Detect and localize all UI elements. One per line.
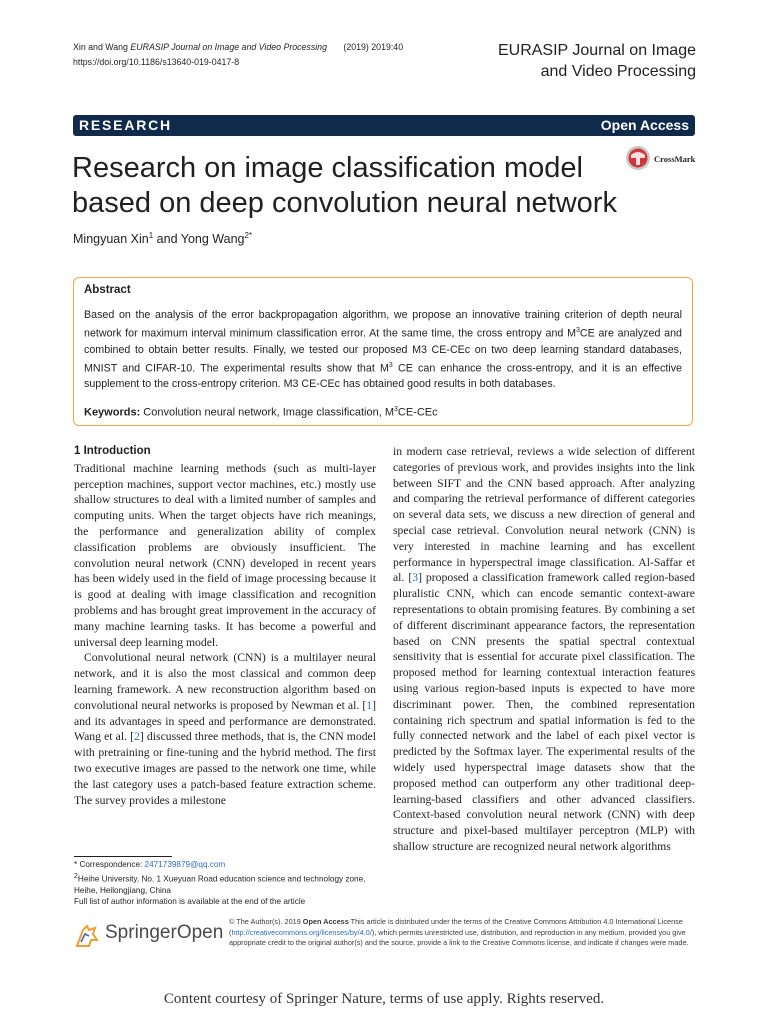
springer-open-logo — [73, 920, 223, 950]
title-line-2: based on deep convolution neural network — [72, 187, 617, 219]
abstract-heading: Abstract — [84, 284, 131, 296]
header-doi-link[interactable]: https://doi.org/10.1186/s13640-019-0417-8 — [73, 57, 240, 67]
footnotes — [74, 859, 376, 908]
author-1-affiliation: 1 — [148, 231, 154, 240]
journal-brand-line2: and Video Processing — [540, 63, 696, 80]
article-type-label: RESEARCH — [79, 117, 172, 133]
running-header — [73, 40, 403, 70]
author-conjunction: and — [153, 232, 181, 247]
author-info-note: Full list of author information is available at the end of the article — [74, 897, 306, 907]
title-line-1: Research on image classification model — [72, 152, 583, 184]
journal-brand — [476, 40, 696, 82]
license-link[interactable]: http://creativecommons.org/licenses/by/4.0/ — [231, 927, 372, 937]
author-2-affiliation: 2* — [244, 231, 253, 240]
license-notice: © The Author(s). 2019 Open Access This article is distributed under the terms of the Creative Commons Attribution 4.0 International License (http://creativecommons.org/licenses/by/4.0/), which permits unrestricted use, distribution, and reproduction in any medium, provided you give appropriate credit to the original author(s) and the source, provide a link to the Creative Commons license, and indicate if changes were made. — [229, 917, 689, 947]
affiliation-note: $^2$Heihe University, No. 1 Xueyuan Road education science and technology zone, Heihe, Heilongjiang, China — [74, 872, 366, 895]
author-2[interactable]: Yong Wang — [180, 232, 245, 247]
crossmark-label: CrossMark — [654, 154, 696, 164]
citation-link-2[interactable]: 2 — [134, 730, 140, 744]
keywords-label: Keywords: — [84, 406, 141, 419]
correspondence-note: * Correspondence: 2471739879@qq.com — [74, 860, 226, 869]
author-1[interactable]: Mingyuan Xin — [73, 232, 149, 247]
crossmark-icon — [625, 145, 651, 171]
header-year-ref: (2019) 2019:40 — [343, 42, 404, 52]
section-heading-introduction: 1 Introduction — [74, 445, 151, 457]
abstract-box — [73, 277, 693, 426]
keywords: Keywords: Convolution neural network, Image classification, $M^3CE$-CEc — [84, 406, 438, 419]
header-authors: Xin and Wang — [73, 42, 128, 52]
footnote-divider — [74, 856, 172, 857]
crossmark-button[interactable] — [625, 145, 700, 175]
header-citation-line — [73, 40, 403, 55]
open-access-label: Open Access — [600, 117, 689, 133]
citation-link-3[interactable]: 3 — [412, 571, 419, 585]
intro-paragraph-2: Convolutional neural network (CNN) is a multilayer neural network, and it is also the most classical and common deep learning framework. A new reconstruction algorithm based on convolutional neural networks is proposed by Newman et al. [1] and its advantages in speed and performance are demonstrated. Wang et al. [2] discussed three methods, that is, the CNN model with pretraining or fine-tuning and the hybrid method. The first two executive images are passed to the network one time, while the last category uses a patch-based feature extraction scheme. The survey provides a milestone — [74, 651, 376, 807]
courtesy-footer: Content courtesy of Springer Nature, terms of use apply. Rights reserved. — [163, 991, 605, 1007]
correspondence-email-link[interactable]: 2471739879@qq.com — [144, 860, 226, 869]
citation-link-1[interactable]: 1 — [366, 698, 373, 712]
abstract-body: Based on the analysis of the error backpropagation algorithm, we propose an innovative training criterion of depth neural network for maximum interval minimum classification error. At the same time, the cross entropy and $M^3CE$ are analyzed and combined to obtain better results. Finally, we tested our proposed M3 CE-CEc on two deep learning standard databases, MNIST and CIFAR-10. The experimental results show that $M^3$ CE can enhance the cross-entropy, and it is an effective supplement to the cross-entropy criterion. M3 CE-CEc has obtained good results in both databases. — [84, 309, 682, 391]
body-column-left — [74, 444, 376, 808]
article-type-banner — [73, 115, 695, 136]
journal-brand-line1: EURASIP Journal on Image — [497, 42, 696, 59]
header-journal: EURASIP Journal on Image and Video Processing — [130, 42, 327, 52]
author-list — [73, 231, 252, 246]
intro-paragraph-2-continued: in modern case retrieval, reviews a wide selection of different categories of previous work, and provides insights into the link between SIFT and the CNN based approach. After analyzing and comparing the retrieval performance of different categories on several data sets, we discuss a new direction of general and special case retrieval. Convolution neural network (CNN) is very interested in machine learning and has excellent performance in hyperspectral image classification. Al-Saffar et al. [3] proposed a classification framework called region-based pluralistic CNN, which can encode semantic context-aware representations to obtain promising features. By combining a set of different discriminant appearance factors, the representation based on CNN presents the spatial spectral contextual sensitivity that is essential for accurate pixel classification. The proposed method for learning contextual interaction features using various region-based inputs is expected to have more discriminant power. Then, the combined representation containing rich spectrum and spatial information is fed to the fully connected network and the label of each pixel vector is predicted by the Softmax layer. The experimental results of the widely used hyperspectral image datasets show that the proposed method can outperform any other traditional deep-learning-based classifiers and other advanced classifiers. Context-based convolution neural network (CNN) with deep structure and pixel-based multilayer perceptron (MLP) with shallow structure are recognized neural network algorithms — [393, 445, 695, 853]
springer-horse-icon — [73, 922, 101, 950]
body-column-right — [393, 444, 695, 855]
intro-paragraph-1: Traditional machine learning methods (such as multi-layer perception machines, support vector machines, etc.) mostly use shallow structures to deal with a limited number of samples and computing units. When the target objects have rich meanings, the performance and generalization ability of complex classification problems are obviously insufficient. The convolution neural network (CNN) developed in recent years has been widely used in the field of image processing because it is good at dealing with image classification and recognition problems and has brought great improvement in the accuracy of many machine learning tasks. It has become a powerful and universal deep learning model. — [74, 461, 376, 649]
publisher-name: SpringerOpen — [105, 922, 224, 943]
article-title — [72, 151, 632, 221]
